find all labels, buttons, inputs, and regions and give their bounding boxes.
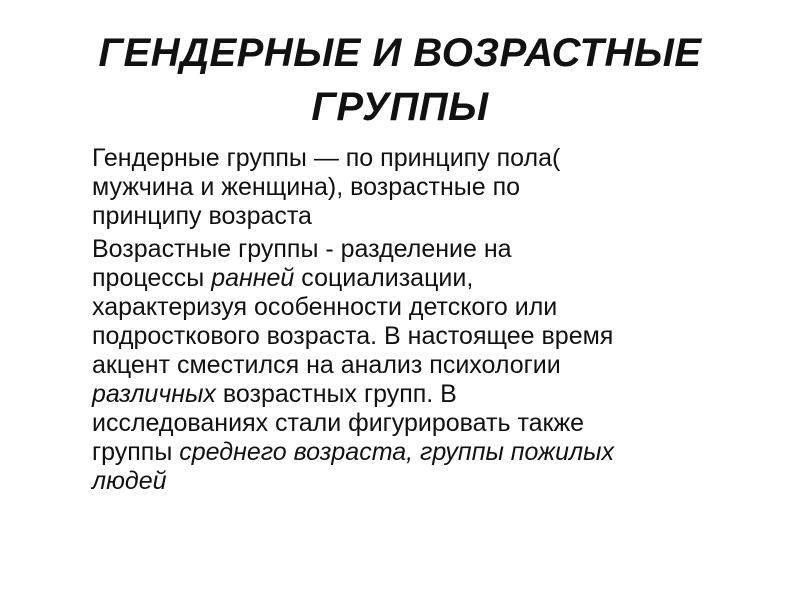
text-line [76,467,766,496]
text-line: подросткового возраста. В настоящее время [92,322,614,350]
title-line-2: ГРУППЫ [311,85,489,129]
text-run: группы [92,438,180,466]
text-line: принципу возраста [92,202,312,230]
emphasis-text: ранней [211,264,295,292]
text-line: характеризуя особенности детского или [92,293,558,321]
text-line: акцент сместился на анализ психологии [92,351,561,379]
paragraph-age-groups [76,235,766,496]
emphasis-text: людей [92,467,167,495]
text-run: процессы [92,264,212,292]
text-run: возрастных групп. В [215,380,457,408]
emphasis-text: различных [92,380,216,408]
title-line-1: ГЕНДЕРНЫЕ И ВОЗРАСТНЫЕ [98,31,702,75]
text-line [76,380,766,409]
slide-title [0,26,800,134]
text-run: социализации, [294,264,474,292]
text-line [76,438,766,467]
text-line [76,264,766,293]
emphasis-text: среднего возраста, группы пожилых [179,438,614,466]
text-line: Возрастные группы - разделение на [92,235,512,263]
text-line: Гендерные группы — по принципу пола( [92,144,561,172]
slide-body [76,144,766,500]
paragraph-gender-groups [76,144,766,231]
text-line: мужчина и женщина), возрастные по [92,173,521,201]
text-line: исследованиях стали фигурировать также [92,409,585,437]
